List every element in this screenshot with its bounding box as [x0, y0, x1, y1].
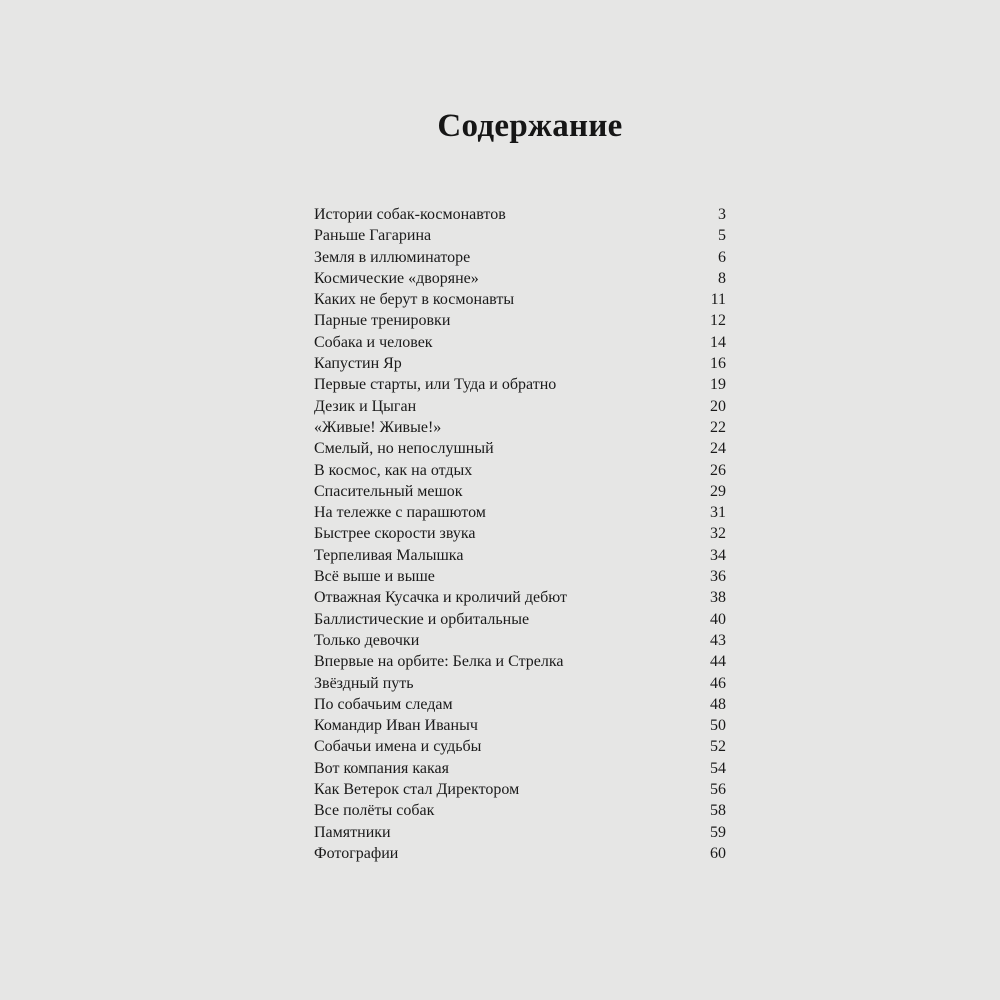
toc-entry-title: Фотографии: [314, 844, 399, 862]
toc-entry-page-number: 48: [710, 695, 726, 713]
toc-entry: [314, 523, 726, 544]
toc-entry-page-number: 50: [710, 717, 726, 735]
toc-entry: [314, 289, 726, 310]
toc-entry-title: Как Ветерок стал Директором: [314, 781, 520, 799]
toc-entry: [314, 694, 726, 715]
toc-entry: [314, 460, 726, 481]
toc-entry-title: Командир Иван Иваныч: [314, 717, 478, 735]
toc-entry-page-number: 26: [710, 461, 726, 479]
toc-entry-page-number: 14: [710, 333, 726, 351]
toc-entry-page-number: 22: [710, 418, 726, 436]
toc-entry: [314, 651, 726, 672]
toc-entry: [314, 438, 726, 459]
toc-entry-title: На тележке с парашютом: [314, 504, 486, 522]
toc-entry-page-number: 34: [710, 546, 726, 564]
toc-entry: [314, 609, 726, 630]
toc-entry: [314, 332, 726, 353]
toc-entry: [314, 545, 726, 566]
toc-entry: [314, 843, 726, 864]
toc-entry-page-number: 5: [718, 227, 726, 245]
toc-entry: [314, 673, 726, 694]
toc-entry: [314, 225, 726, 246]
toc-entry: [314, 587, 726, 608]
toc-entry-page-number: 38: [710, 589, 726, 607]
toc-entry-title: Терпеливая Малышка: [314, 546, 464, 564]
toc-entry-title: Все полёты собак: [314, 802, 435, 820]
toc-entry-page-number: 60: [710, 844, 726, 862]
toc-entry-title: Смелый, но непослушный: [314, 440, 494, 458]
toc-entry: [314, 353, 726, 374]
toc-entry-page-number: 52: [710, 738, 726, 756]
toc-entry-title: Раньше Гагарина: [314, 227, 432, 245]
toc-entry: [314, 502, 726, 523]
toc-entry-title: В космос, как на отдых: [314, 461, 473, 479]
toc-entry: [314, 268, 726, 289]
toc-entry: [314, 715, 726, 736]
toc-entry: [314, 396, 726, 417]
toc-entry-page-number: 56: [710, 781, 726, 799]
toc-entry-page-number: 6: [718, 248, 726, 266]
toc-entry-title: Капустин Яр: [314, 355, 402, 373]
toc-entry-page-number: 3: [718, 206, 726, 223]
toc-entry-page-number: 43: [710, 631, 726, 649]
toc-entry-title: Первые старты, или Туда и обратно: [314, 376, 557, 394]
toc-entry: [314, 630, 726, 651]
toc-entry-title: Каких не берут в космонавты: [314, 291, 515, 309]
toc-entry: [314, 758, 726, 779]
toc-entry-title: Звёздный путь: [314, 674, 414, 692]
toc-entry-title: Только девочки: [314, 631, 420, 649]
toc-entry-title: Вот компания какая: [314, 759, 450, 777]
toc-entry: [314, 822, 726, 843]
toc-entry-title: Всё выше и выше: [314, 568, 435, 586]
toc-entry-page-number: 12: [710, 312, 726, 330]
toc-entry-page-number: 54: [710, 759, 726, 777]
toc-entry: [314, 417, 726, 438]
toc-entry-page-number: 20: [710, 397, 726, 415]
toc-entry: [314, 204, 726, 225]
toc-entry-title: Истории собак-космонавтов: [314, 206, 506, 223]
toc-entry: [314, 247, 726, 268]
toc-entry: [314, 374, 726, 395]
toc-entry-title: Спасительный мешок: [314, 482, 463, 500]
table-of-contents: [314, 204, 726, 864]
toc-entry: [314, 800, 726, 821]
toc-entry-page-number: 31: [710, 504, 726, 522]
toc-entry-title: Впервые на орбите: Белка и Стрелка: [314, 653, 564, 671]
toc-entry-title: Быстрее скорости звука: [314, 525, 476, 543]
toc-entry-page-number: 58: [710, 802, 726, 820]
toc-entry-title: Дезик и Цыган: [314, 397, 417, 415]
toc-entry-page-number: 16: [710, 355, 726, 373]
toc-entry-title: Земля в иллюминаторе: [314, 248, 471, 266]
toc-entry-page-number: 24: [710, 440, 726, 458]
toc-entry: [314, 779, 726, 800]
toc-entry-title: Собачьи имена и судьбы: [314, 738, 482, 756]
toc-entry-title: Парные тренировки: [314, 312, 451, 330]
toc-entry-page-number: 44: [710, 653, 726, 671]
toc-entry-page-number: 8: [718, 269, 726, 287]
toc-entry-title: Отважная Кусачка и кроличий дебют: [314, 589, 567, 607]
toc-entry-page-number: 36: [710, 568, 726, 586]
page-title: Содержание: [437, 108, 623, 144]
toc-entry: [314, 310, 726, 331]
toc-entry-page-number: 19: [710, 376, 726, 394]
toc-entry-title: «Живые! Живые!»: [314, 418, 442, 436]
toc-entry-page-number: 29: [710, 482, 726, 500]
toc-entry-title: Собака и человек: [314, 333, 433, 351]
toc-entry-title: По собачьим следам: [314, 695, 453, 713]
toc-entry-title: Памятники: [314, 823, 391, 841]
toc-entry-title: Космические «дворяне»: [314, 269, 479, 287]
toc-entry-page-number: 11: [710, 291, 726, 309]
toc-entry: [314, 481, 726, 502]
toc-entry-page-number: 32: [710, 525, 726, 543]
toc-entry-page-number: 40: [710, 610, 726, 628]
toc-entry-page-number: 46: [710, 674, 726, 692]
toc-entry-page-number: 59: [710, 823, 726, 841]
toc-entry-title: Баллистические и орбитальные: [314, 610, 530, 628]
toc-entry: [314, 566, 726, 587]
toc-entry: [314, 736, 726, 757]
